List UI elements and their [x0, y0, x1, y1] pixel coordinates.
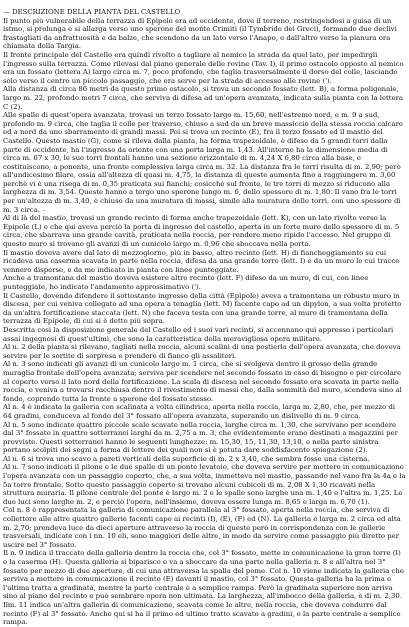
paragraph: Col n. 8 è rappresentata la galleria di comunicazione parallela al 3° fossato, aperta nella roccia, che serviva di collettore alle altre quattro gallerie facenti capo ai recinti (I), (E), (F) ed (N). La galleria è larga m. 2 circa ed alta m. 2,70; prendeva luce da dieci aperture attraverso la roccia di queste però in corrispondenza con le gallerie trasversali, indicate con i nn. 10 eli, sono maggiori delle altre, in modo da servire come passaggio più diretto per uscire nel 3° fossato.	[3, 506, 401, 549]
paragraph: Alle spalle di quest'opera avanzata, trovasi un terzo fossato largo m. 15,60, nell'estremo nord, e m. 9 a sud, profondo m. 9 circa, che taglia il colle per traverso, chiuso a sud da un breve massiccio della stessa roccia calcare ed a nord da uno sbarramento di grandi massi. Poi si trova un recinto (E), fra il terzo fossato ed il mastio del Castello. Questo mastio (G), come si rileva dalla pianta, ha forma trapezoidale, è difeso da 5 grandi torri dalla parte di occidente, ha l'ingresso da oriente con una porta larga m. 1,43. All'interno ha la dimensione media di circa m. 67 x 30, le sue torri frontali hanno una sezione orizzontale di m. 4,24 X 6,80 circa alla base, e costituiscono, a ponente, una fronte complessiva larga circa m. 32. La distanza fra le torri risulta di m. 2,90; però all'undicesimo filare, ossia all'altezza di quasi m. 4,75, la distanza di queste aumenta fino a raggiungere m. 3,60 perchè vi è una risega di m. 0,35 praticata sui fianchi; cosicchè sul fronte, le tre torri di mezzo si riducono alla larghezza di m. 3,54. Queste hanno a tergo uno sperone lungo m. 6, dello spessore di m. 1,80. Il vano fra le torri per un'altezza di m. 3,40, è chiuso da una muratura di massi, simile alla muratura delle torri, con uno spessore di m. 3 circa. -	[3, 111, 403, 214]
paragraph: Anche a tramontana del mastio doveva esistere altro recinto (lett. F) difeso da un muro, di cui, con linee punteggiate, ho indicato l'andamento approssimativo (').	[3, 274, 369, 291]
paragraph: Al n. 5 sono indicate quattro piccole scale scavate nella roccia, larghe circa m. 1,30, che servivano per scendere dal 3° fossato in quattro sotterranei larghi da m. 2,75 a m. 3, che evidentemente erano destinati a magazzini per provviste. Questi sotterranei hanno le seguenti lunghezze: m. 15,30, 15, 11,30, 13,10, e nella parte sinistra portano scolpiti dei segni a forma di lettere dei quali non si è potuta dare soddisfacente spiegazione (2).	[3, 420, 398, 455]
paragraph: Descritta così la disposizione generale del Castello ed i suoi vari recinti, si accennano qui appresso i particolari assai ingegnosi di quest'ultimi, che sono la caratteristica della meravigliosa opera militare.	[3, 325, 394, 343]
paragraph: Al n. 2 della pianta si rilevano, tagliati nella roccia, alcuni scalini di una postierla dell'opera avanzata, che doveva servire per le sortite di sorpresa e prendere di fianco gli assalitori.	[3, 343, 401, 360]
paragraph: Al n. 4 è indicata la galleria con scalinata a volta cilindrica, aperta nella roccia, larga m. 2,80, che, per mezzo di 64 gradini, conduceva al fondo del 3° fossato all'opera avanzata, superando un dislivello di m. 9 circa.	[3, 403, 396, 420]
paragraph: Al n. 6 si trova uno scavo a pareti verticali della superficie di m. 2 x 3,40, che sembra fosse una cisterna.	[3, 454, 370, 463]
paragraph: Al n. 7 sono indicati il pilone e le due spalle di un ponte levatoio, che doveva servire per mettere in comunicazione l'opera avanzata con un passaggio coperto, che, a sua volta, immetteva nel mastio, passando nel vano fra la 4a e la 5a torre frontale. Sotto questo passaggio coperto si trovano alcuni cubicoli di m. 2,08 X 1,30 ricavati nella struttura muraria. Il pilone centrale del ponte è largo m. 2 e le spalle sono larghe una m. 1,40 e l'altra m. 1,25. Le due luci sono larghe m. 2, e perciò l'opera, nell'insieme, doveva essere lunga m. 8,65 e larga m. 6,70 (1).	[3, 463, 406, 506]
paragraph: Al n. 3 sono indicati gli avanzi di un cunicolo largo m. 1 circa, che si svolgeva dentro il grosso della grande muraglia frontale dell'opera avanzata; serviva per scendere nel secondo fossato in caso di bisogno e per circolare al coperto verso il lato nord della fortificazione. La scala di discesa nel secondo fossato era scavata in parte nella roccia, e veniva a trovarsi racchiusa dentro il rivestimento di massi che, dalla sommità del muro, scendeva sino al fondo, coprendo tutta la fronte a sperone del fossato stesso.	[3, 360, 402, 403]
paragraph: Al di là del mastio, trovasi un grande recinto di forma anche trapezoidale (lett. K), con un lato rivolto verso la Epipole (L) e che qui aveva perciò la porta di ingresso del castello, aperta in un forte muro dello spessore di m. 5 circa, che sbarrava una grande cavità, praticata nella roccia, per rendere meno ripido l'accesso. Nel gruppo di questo muro si trovano gli avanzi di un cunicolo largo m. 0,96 che sboccava nella porta.	[3, 214, 400, 249]
paragraph: Ilm. 11 indica un'altra galleria di comunicazione, scavata come le altre, nella roccia, che doveva condurre dal recinto (F) al 3° fossato. Anche qui si ha il primo ed ultimo tratto scavato a gradini, e la parte centrale a semplice rampa.	[3, 600, 401, 627]
paragraph: Il mastio doveva avere dal lato di mezzogiorno, più in basso, altro recinto (lett. H) di fiancheggiamento su cui ricadeva una caserma scavata in parte nella roccia, difesa da una grande torre (lett. I) e da un muro le cui tracce vennero disperse, e da me indicato in pianta con linee punteggiate.	[3, 248, 400, 274]
paragraph: Alla distanza di circa 86 metri da questo primo ostacolo, si trova un secondo fossato (lett. B), a forma poligonale, largo m. 22, profondo metri 7 circa, che serviva di difesa ad un'opera avanzata, indicata sulla pianta con la lettera C (2).	[3, 85, 404, 111]
paragraph: Il fronte principale del Castello era quindi rivolto a tagliare al nemico la strada da quel lato, per impedirgli l'ingresso sulla terrazza. Come rilevasi dal piano generale delle rovine (Tav. I), il primo ostacolo opposto al nemico era un fossato (lettera A) largo circa m. 7, poco profondo, che taglia trasversalmente il dorso del colle, lasciando solo verso il centro un piccolo passaggio, che era serve per la strada di accesso alle rovine (').	[3, 50, 404, 85]
paragraph: Il punto più vulnerabile della terrazza di Epipole era ad occidente, dove il terreno, restringendosi a guisa di un istmo, si prolunga e si allarga verso uno sperone del monte Crimiti (il Tymbride dei Greci), formando due declivi frastagliati da anfrattuosità e da balze, che scendono da un lato verso l'Anapo, e dall'altro verso la pianura ora chiamata della Targia.	[3, 16, 397, 51]
paragraph: Il Castello, dovendo difendere il sottostante ingresso della città (Epipole) aveva a tramontana un robusto muro in discesa, per cui veniva collegato ad una opera a tenaglia (lett. M) facente capo ad un dipylon, a sua volta protetto da un'altra fortificazione staccata (lett. N) che faceva testa con una grande torre, al muro di tramontana della terrazza di Epipole, di cui si è detto più sopra.	[3, 291, 402, 326]
section-heading: — DESCRIZIONE DELLA PIANTA DEL CASTELLO	[3, 8, 181, 16]
paragraph: Il n. 9 indica il traccato della galleria dentro la roccia che, col 3° fossato, mette in comunicazione la gran torre (I) e la caserma (H). Questa galleria si biparisce e va a sboccare da una parte nella galleria n. 8 e all'altra nel 3° fossato per mezzo di due aperture, di cui una attraversa la spalla del pome. Col n. 10 viene indicata la galleria che serviva a mettere in comunicazione il recinto (E) davanti il mastio, col 3° fossato. Questa galleria ha la prima e l'ultima tratta a gradinata, mentre la parte centrale è a semplice rampa. Però la gradinata superiore non arriva sino al piano del recinto e può sembrare opera non ultimata. La larghezza, all'imbocco della galleria, è di m. 2,30.	[3, 549, 404, 601]
